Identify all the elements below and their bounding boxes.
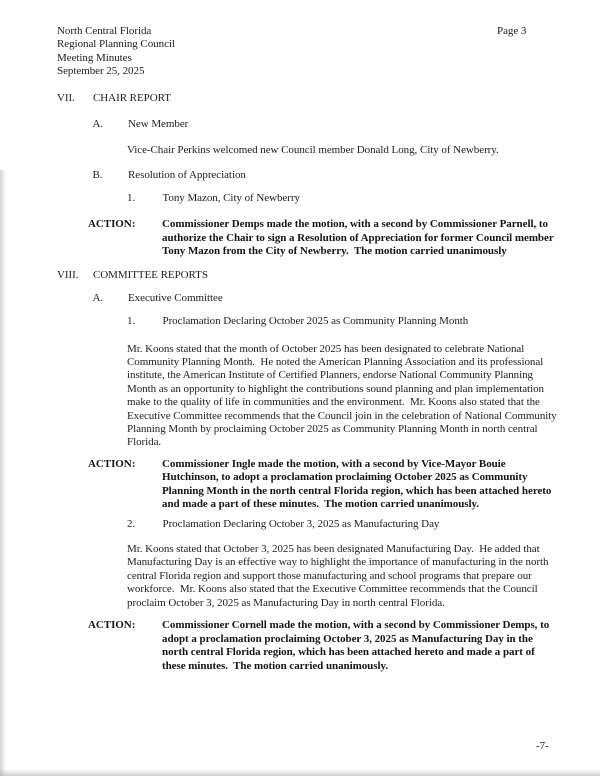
subitem-number: 2. xyxy=(127,518,136,531)
subitem-tony-mazon xyxy=(127,192,557,205)
scan-artifact-bottom-edge xyxy=(0,769,600,776)
paragraph-manufacturing-day: Mr. Koons stated that October 3, 2025 has been designated Manufacturing Day. He added that Manufacturing Day is an effective way to highlight the importance of manufacturing in the north central Florida region and support those manufacturing and school programs that prepare our workforce. Mr. Koons also stated that the Executive Committee recommends that the Council proclaim October 3, 2025 as Manufacturing Day in north central Florida. xyxy=(127,542,552,609)
page-label: Page 3 xyxy=(497,25,527,37)
action-label: ACTION: xyxy=(88,457,136,470)
section-chair-report-heading xyxy=(57,92,557,105)
section-title: COMMITTEE REPORTS xyxy=(93,269,208,282)
paragraph-planning-month: Mr. Koons stated that the month of October 2025 has been designated to celebrate National Community Planning Month. He noted the American Planning Association and its professional institute, the American Institute of Certified Planners, endorse National Community Planning Month as an opportunity to highlight the contributions sound planning and plan implementation make to the quality of life in communities and the environment. Mr. Koons also stated that the Executive Committee recommends that the Council join in the celebration of National Community Planning Month by proclaiming October 2025 as Community Planning Month in north central Florida. xyxy=(127,342,560,449)
subitem-title: Proclamation Declaring October 3, 2025 as Manufacturing Day xyxy=(162,518,440,531)
action-text: Commissioner Demps made the motion, with a second by Commissioner Parnell, to authorize the Chair to sign a Resolution of Appreciation for former Council member Tony Mazon from the City of Newberry. The motion carried unanimously xyxy=(162,218,556,257)
subitem-planning-month xyxy=(127,315,557,328)
subitem-title: Tony Mazon, City of Newberry xyxy=(162,191,300,204)
section-title: CHAIR REPORT xyxy=(93,91,171,104)
action-block-resolution xyxy=(88,218,557,258)
action-text: Commissioner Cornell made the motion, with a second by Commissioner Demps, to adopt a proclamation proclaiming October 3, 2025 as Manufacturing Day in the north central Florida region, which has been attached hereto and made a part of these minutes. The motion carried unanimously. xyxy=(162,619,552,672)
header-org-line: September 25, 2025 xyxy=(57,65,145,78)
action-block-manufacturing-day xyxy=(88,619,557,673)
item-title: Executive Committee xyxy=(128,292,223,305)
item-executive-committee xyxy=(93,292,558,305)
item-letter: A. xyxy=(92,292,104,305)
subitem-title: Proclamation Declaring October 2025 as Community Planning Month xyxy=(162,315,469,328)
scan-artifact-left-edge xyxy=(0,170,6,776)
item-letter: B. xyxy=(92,168,103,181)
header-org-line: North Central Florida xyxy=(57,25,152,37)
paragraph-new-member: Vice-Chair Perkins welcomed new Council member Donald Long, City of Newberry. xyxy=(127,144,499,157)
subitem-number: 1. xyxy=(127,191,136,204)
section-number: VIII. xyxy=(57,269,79,282)
action-text: Commissioner Ingle made the motion, with a second by Vice-Mayor Bouie Hutchinson, to adopt a proclamation proclaiming October 2025 as Community Planning Month in the north central Florida region, which has been attached hereto and made a part of these minutes. The motion carried unanimously. xyxy=(162,457,555,511)
page-content xyxy=(57,25,560,673)
section-committee-reports-heading xyxy=(57,269,557,282)
item-letter: A. xyxy=(92,118,104,131)
action-label: ACTION: xyxy=(88,218,136,231)
item-title: Resolution of Appreciation xyxy=(128,168,246,181)
footer-page-number: -7- xyxy=(536,740,549,752)
item-title: New Member xyxy=(128,118,189,131)
item-resolution-of-appreciation xyxy=(93,169,558,182)
subitem-manufacturing-day xyxy=(127,518,557,531)
header-org-line: Regional Planning Council xyxy=(57,38,175,51)
item-new-member xyxy=(93,118,558,131)
section-number: VII. xyxy=(57,91,75,104)
document-header xyxy=(57,25,557,79)
action-block-planning-month xyxy=(88,458,557,512)
action-label: ACTION: xyxy=(88,619,136,632)
subitem-number: 1. xyxy=(127,315,136,328)
header-org-line: Meeting Minutes xyxy=(57,51,132,64)
